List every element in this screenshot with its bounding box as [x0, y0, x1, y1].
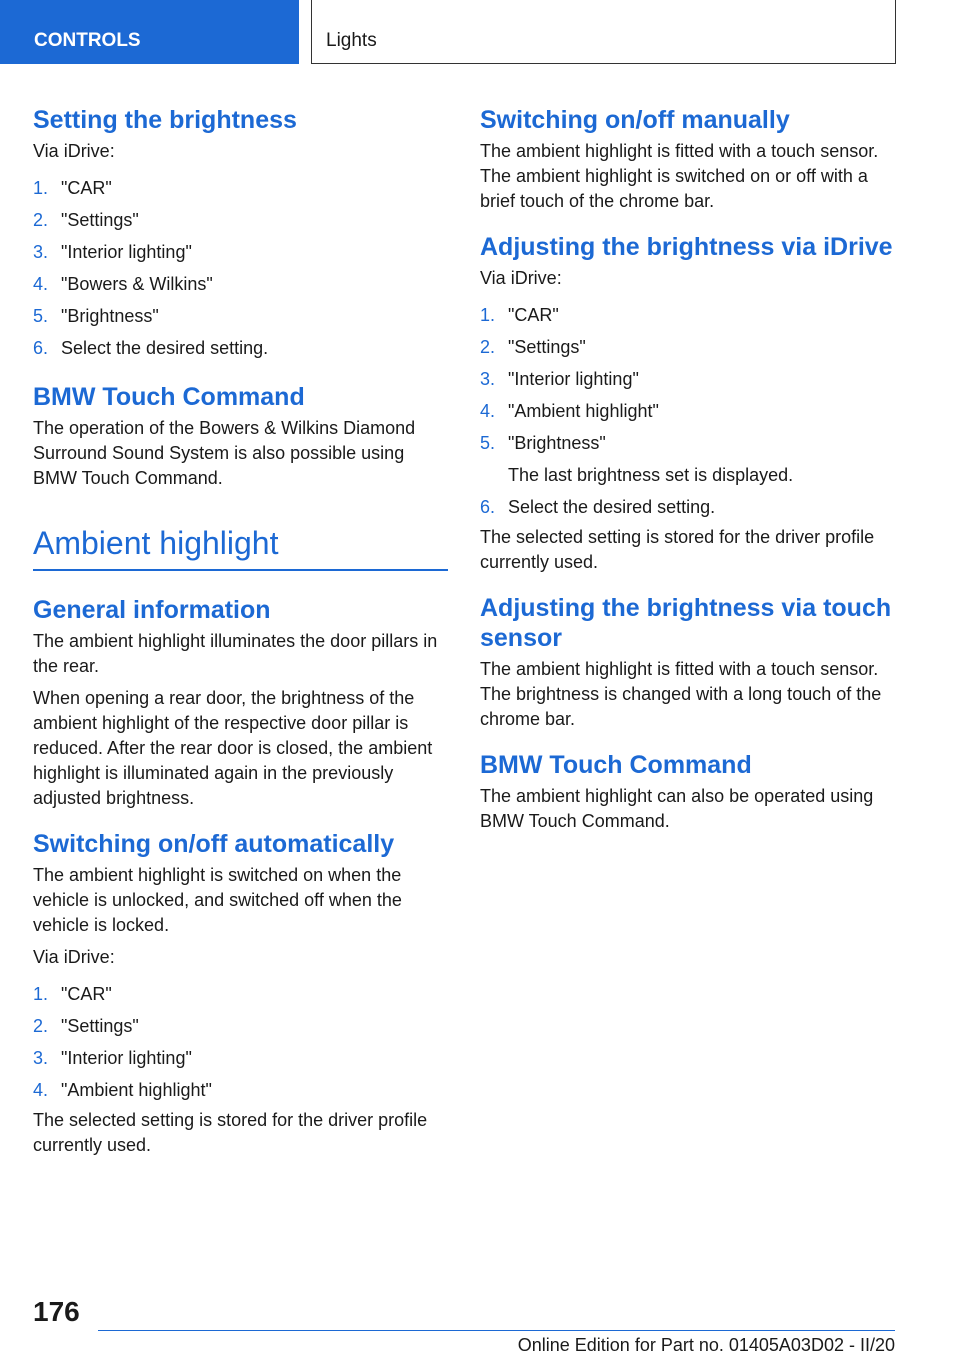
sensor-text: The ambient highlight is fitted with a touch sensor. The brightness is changed with a long touch of the chrome bar.	[480, 659, 882, 729]
edition-note: Online Edition for Part no. 01405A03D02 - II/20	[517, 1335, 895, 1355]
brightness-steps-list	[33, 172, 448, 364]
via-idrive-label: Via iDrive:	[33, 947, 115, 967]
section-auto-switching	[33, 829, 448, 1158]
right-column	[480, 100, 895, 841]
manual-switching-text: The ambient highlight is fitted with a touch sensor. The ambient highlight is switched on or off with a brief touch of the chrome bar.	[480, 141, 879, 211]
list-item: 1. "CAR"	[480, 305, 559, 325]
list-item: 3. "Interior lighting"	[33, 242, 192, 262]
heading-brightness-idrive: Adjusting the brightness via iDrive	[480, 233, 893, 261]
touch-command-text: The ambient highlight can also be operated using BMW Touch Command.	[480, 786, 874, 831]
heading-touch-command: BMW Touch Command	[33, 383, 305, 411]
section-brightness-sensor	[480, 593, 895, 732]
heading-brightness-sensor: Adjusting the brightness via touch sensor	[480, 594, 892, 652]
list-item: 6. Select the desired setting.	[480, 497, 716, 517]
list-item: 4. "Ambient highlight"	[480, 401, 659, 421]
general-paragraph-1: The ambient highlight illuminates the door pillars in the rear.	[33, 631, 438, 676]
list-item: 4. "Ambient highlight"	[33, 1080, 212, 1100]
section-general-information	[33, 595, 448, 811]
general-paragraph-2: When opening a rear door, the brightness of the ambient highlight of the respective door pillar is reduced. After the rear door is closed, the ambient highlight is illuminated again in the previously adjusted brightness.	[33, 688, 433, 808]
section-touch-command-left	[33, 382, 448, 491]
auto-stored-text: The selected setting is stored for the driver profile currently used.	[33, 1110, 428, 1155]
heading-manual-switching: Switching on/off manually	[480, 106, 790, 134]
chapter-title: Lights	[311, 0, 896, 64]
heading-setting-brightness: Setting the brightness	[33, 106, 297, 134]
list-item: 2. "Settings"	[33, 1016, 139, 1036]
heading-general-information: General information	[33, 596, 271, 624]
section-tab: CONTROLS	[0, 0, 299, 64]
section-touch-command-right	[480, 750, 895, 834]
via-idrive-label: Via iDrive:	[480, 268, 562, 288]
via-idrive-label: Via iDrive:	[33, 141, 115, 161]
idrive-stored-text: The selected setting is stored for the driver profile currently used.	[480, 527, 875, 572]
idrive-steps-list	[480, 299, 895, 523]
heading-auto-switching: Switching on/off automatically	[33, 830, 395, 858]
section-brightness-idrive	[480, 232, 895, 575]
list-item: 2. "Settings"	[33, 210, 139, 230]
list-item: 6. Select the desired setting.	[33, 338, 269, 358]
list-item: 3. "Interior lighting"	[33, 1048, 192, 1068]
list-item: 3. "Interior lighting"	[480, 369, 639, 389]
section-manual-switching	[480, 105, 895, 214]
heading-touch-command: BMW Touch Command	[480, 751, 752, 779]
auto-steps-list	[33, 978, 448, 1106]
page-number: 176	[33, 1296, 80, 1327]
left-column	[33, 100, 448, 1165]
heading-ambient-highlight: Ambient highlight	[33, 523, 448, 571]
section-setting-brightness	[33, 105, 448, 364]
touch-command-text: The operation of the Bowers & Wilkins Diamond Surround Sound System is also possible using BMW Touch Command.	[33, 418, 416, 488]
list-item: 1. "CAR"	[33, 984, 112, 1004]
footer-divider	[98, 1330, 895, 1331]
list-item: 5. "Brightness"	[33, 306, 159, 326]
step-note: The last brightness set is displayed.	[508, 465, 794, 485]
list-item: 5. "Brightness" The last brightness set is displayed.	[480, 427, 895, 491]
list-item: 4. "Bowers & Wilkins"	[33, 274, 213, 294]
list-item: 2. "Settings"	[480, 337, 586, 357]
auto-switching-text: The ambient highlight is switched on when the vehicle is unlocked, and switched off when the vehicle is locked.	[33, 865, 402, 935]
list-item: 1. "CAR"	[33, 178, 112, 198]
